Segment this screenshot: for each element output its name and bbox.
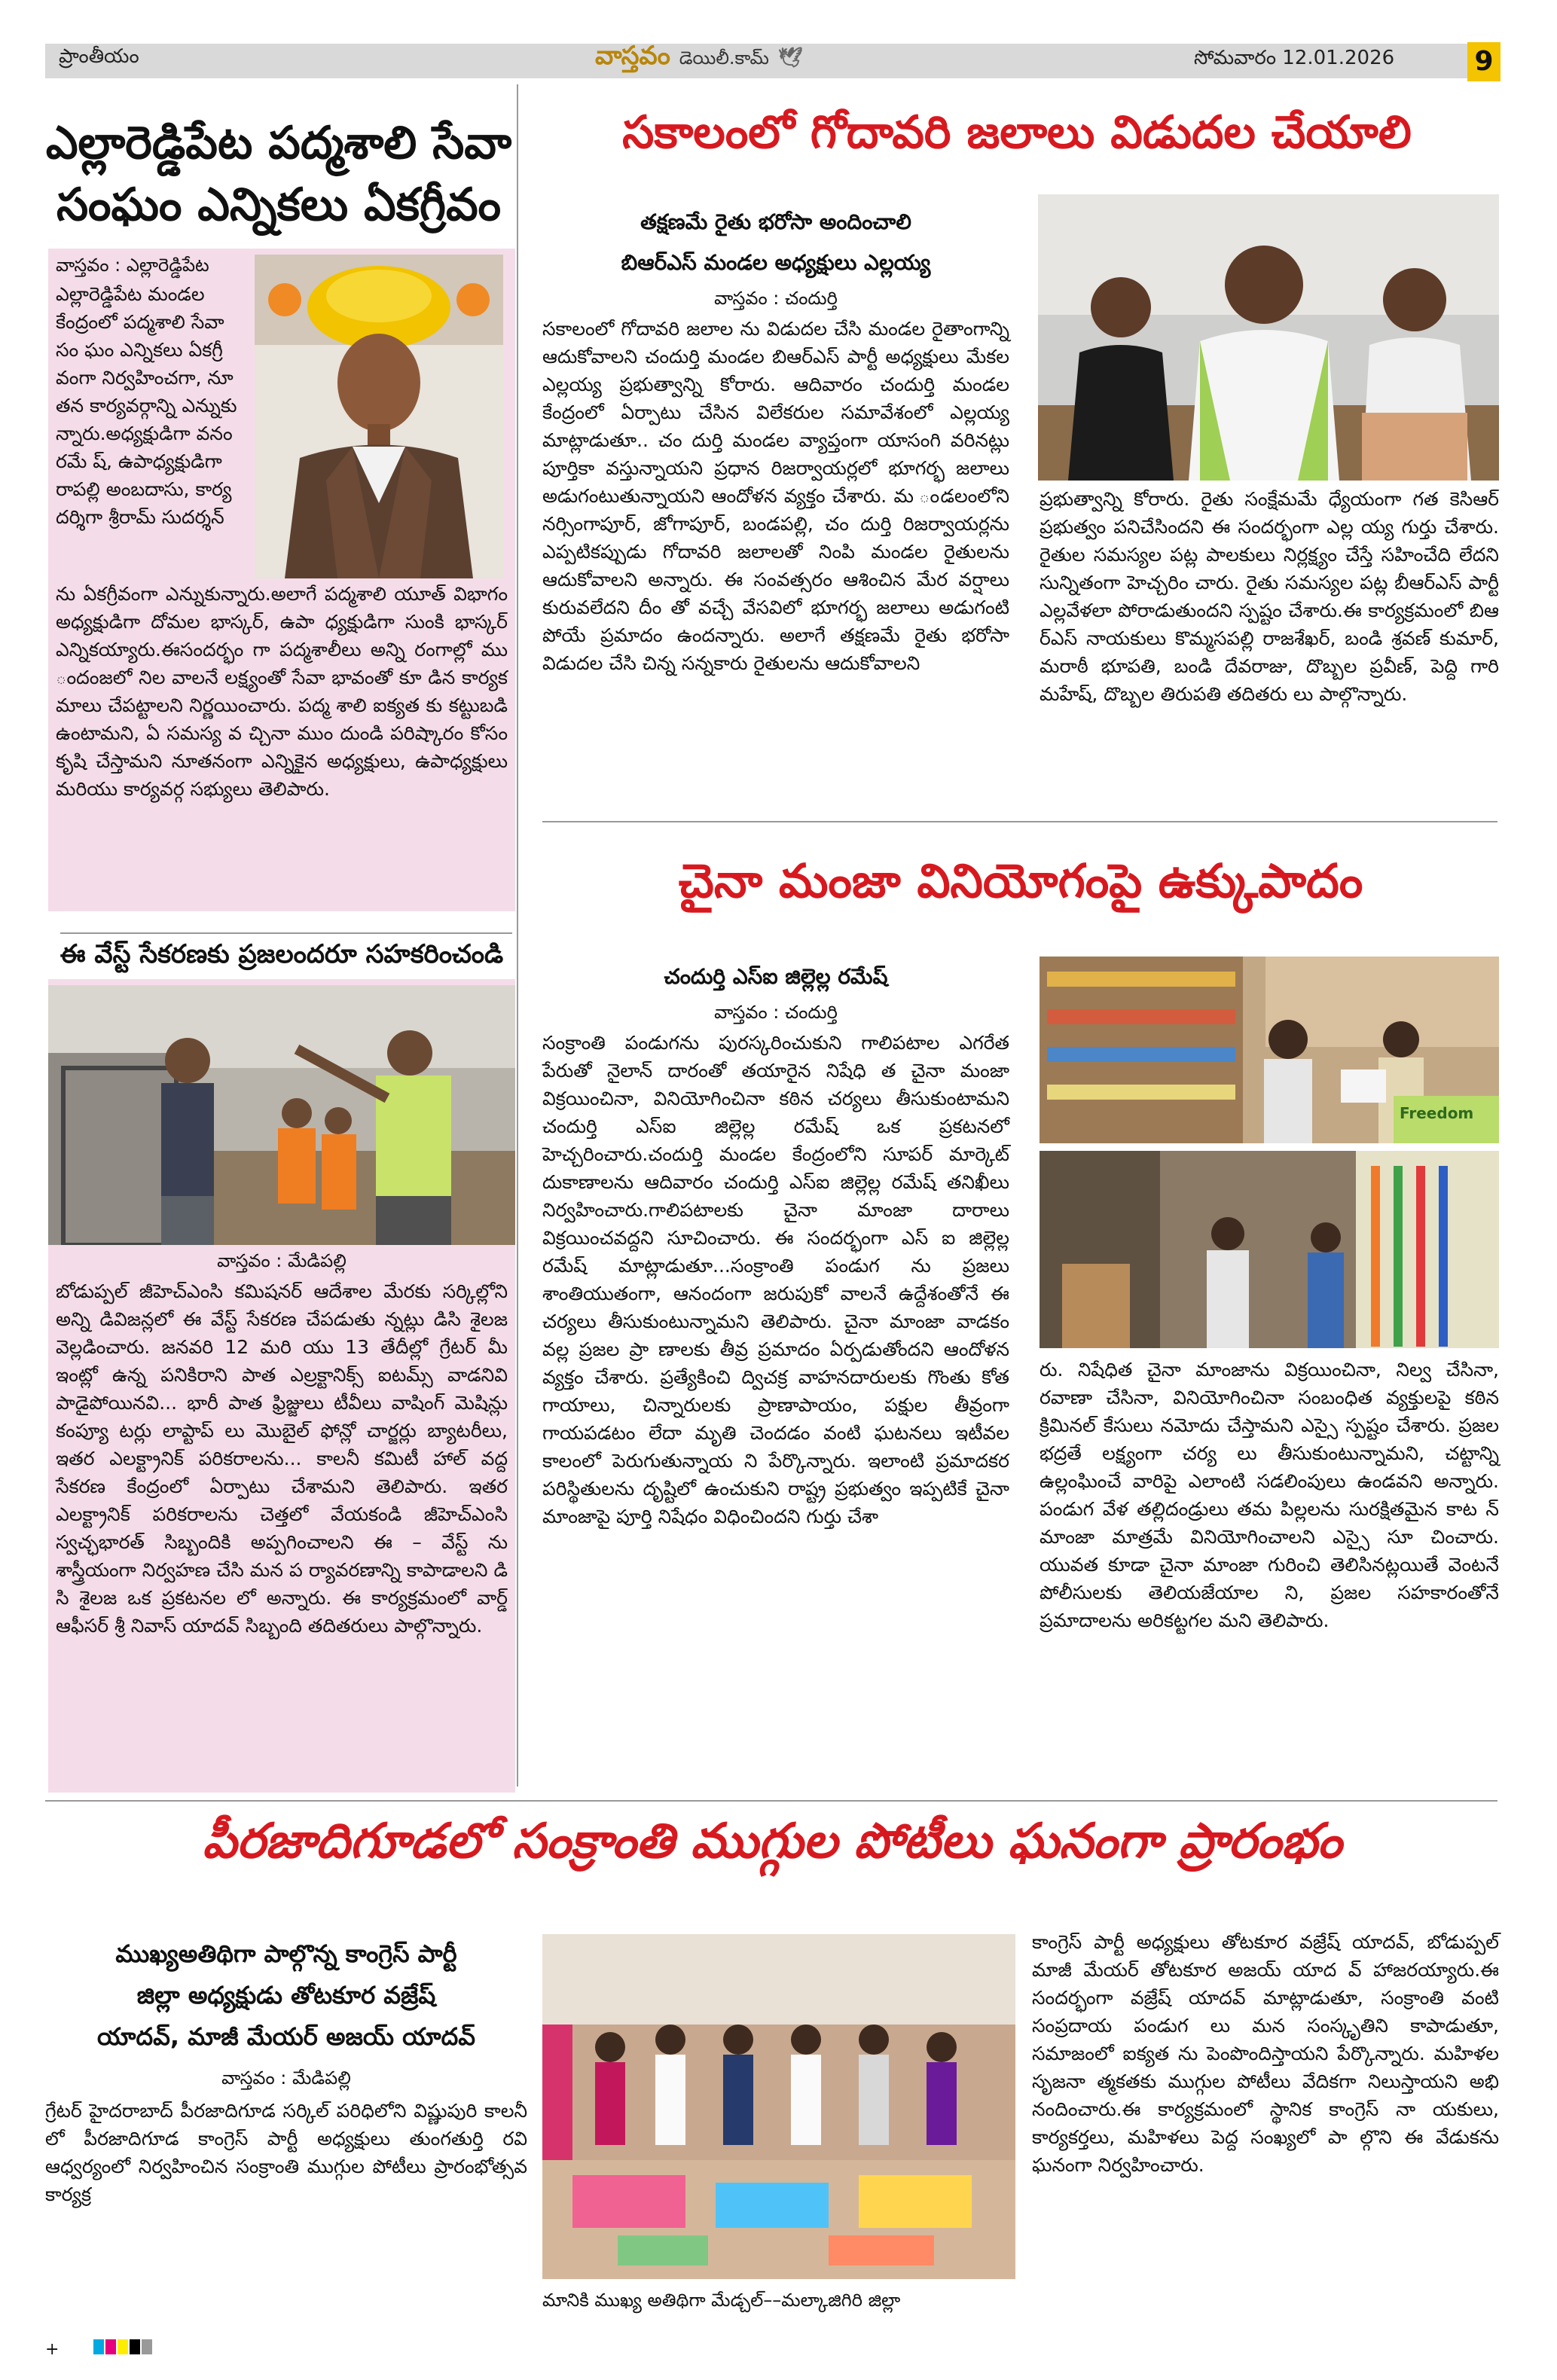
story2-headline: ఈ వేస్ట్ సేకరణకు ప్రజలందరూ సహకరించండి xyxy=(60,939,504,969)
story1-dateline: వాస్తవం : ఎల్లారెడ్డిపేట xyxy=(56,255,209,276)
story5-col3: కాంగ్రెస్ పార్టీ అధ్యక్షులు తోటకూర వజ్రేష్ యాదవ్, బోడుప్పల్ మాజీ మేయర్ తోటకూర అజయ్ యాద వ్ హాజరయ్యారు.ఈ సందర్భంగా వజ్రేష్ యాదవ్ మాట్లాడుతూ, సంక్రాంతి వంటి సంప్రదాయ పండుగ లు మన సంస్కృతిని కాపాడుతూ, సమాజంలో ఐక్యత ను పెంపొందిస్తాయని పేర్కొన్నారు. మహిళల సృజనా త్మకతకు ముగ్గుల పోటీలు వేదికగా నిలుస్తాయని అభి నందించారు.ఈ కార్యక్రమంలో స్థానిక కాంగ్రెస్ నా యకులు, కార్యకర్తలు, మహిళలు పెద్ద సంఖ్యలో పా ల్గొని ఈ వేడుకను ఘనంగా నిర్వహించారు. xyxy=(1032,1931,1499,2176)
story2-photo xyxy=(48,985,515,1245)
page-number: 9 xyxy=(1467,42,1501,81)
section-rule xyxy=(60,932,512,934)
freedom-sign: Freedom xyxy=(1400,1104,1474,1122)
paper-domain: డెయిలీ.కామ్ xyxy=(679,47,769,69)
story3-headline: సకాలంలో గోదావరి జలాలు విడుదల చేయాలి xyxy=(622,106,1412,159)
story5-photo-caption: మానికి ముఖ్య అతిథిగా మేడ్చల్––మల్కాజిగిరి జిల్లా xyxy=(542,2290,901,2311)
story5-subhead-line2: జిల్లా అధ్యక్షుడు తోటకూర వజ్రేష్ xyxy=(136,1981,436,2009)
story5-col1: గ్రేటర్ హైదరాబాద్ పీరజాదిగూడ సర్కిల్ పరిధిలోని విష్ణుపురి కాలనీ లో పీరజాదిగూడ కాంగ్రెస్ పార్టీ అధ్యక్షులు తుంగతుర్తి రవి ఆధ్వర్యంలో నిర్వహించిన సంక్రాంతి ముగ్గుల పోటీలు ప్రారంభోత్సవ కార్యక్ర xyxy=(45,2100,527,2205)
story2-body: బోడుప్పల్ జీహెచ్ఎంసి కమిషనర్ ఆదేశాల మేరకు సర్కిల్లోని అన్ని డివిజన్లలో ఈ వేస్ట్ సేకరణ చేపడుతు న్నట్లు డిసి శైలజ వెల్లడించారు. జనవరి 12 మరి యు 13 తేదీల్లో గ్రేటర్ మీ ఇంట్లో ఉన్న పనికిరాని పాత ఎల్రక్టానిక్స్ ఐటమ్స్ వాడనివి పాడైపోయినవి... భారీ పాత ఫ్రిజ్జులు టీవీలు వాషింగ్ మెషిన్లు కంప్యూ టర్లు లాప్టాప్ లు మొబైల్ ఫోన్లో చార్జర్లు బ్యాటరీలు, ఇతర ఎలక్ట్రానిక్ పరికరాలను... కాలనీ కమిటీ హాల్ వద్ద సేకరణ కేంద్రంలో ఏర్పాటు చేశామని తెలిపారు. ఇతర ఎలక్ట్రానిక్ పరికరాలను చెత్తలో వేయకండి జీహెచ్ఎంసి స్వచ్ఛభారత్ సిబ్బందికి అప్పగించాలని ఈ – వేస్ట్ ను శాస్త్రీయంగా నిర్వహణ చేసి మన ప ర్యావరణాన్ని కాపాడాలని డి సి శైలజ ఒక ప్రకటనల లో అన్నారు. ఈ కార్యక్రమంలో వార్డ్ ఆఫీసర్ శ్రీ నివాస్ యాదవ్ సిబ్బంది తదితరులు పాల్గొన్నారు. xyxy=(56,1280,508,1637)
issue-date: సోమవారం 12.01.2026 xyxy=(1194,47,1395,69)
dove-icon: 🕊 xyxy=(777,47,803,69)
story3-dateline: వాస్తవం : చందుర్తి xyxy=(714,288,838,309)
story4-headline: చైనా మంజా వినియోగంపై ఉక్కుపాదం xyxy=(678,853,1363,908)
story4-dateline: వాస్తవం : చందుర్తి xyxy=(714,1002,838,1023)
print-color-bar xyxy=(45,2339,1514,2357)
story1-wrap-text: ఎల్లారెడ్డిపేట మండల కేంద్రంలో పద్మశాలి సేవా సం ఘం ఎన్నికలు ఏకగ్రీ వంగా నిర్వహించగా, నూ తన కార్యవర్గాన్ని ఎన్నుకు న్నారు.అధ్యక్షుడిగా వనం రమే ష్, ఉపాధ్యక్షుడిగా రాపల్లి అంబదాసు, కార్య దర్శిగా శ్రీరామ్ సుదర్శన్ xyxy=(56,283,237,528)
story3-col2: ప్రభుత్వాన్ని కోరారు. రైతు సంక్షేమమే ధ్యేయంగా గత కెసిఆర్ ప్రభుత్వం పనిచేసిందని ఈ సందర్భంగా ఎల్ల య్య గుర్తు చేశారు. రైతుల సమస్యల పట్ల పాలకులు నిర్లక్ష్యం చేస్తే సహించేది లేదని సున్నితంగా హెచ్చరిం చారు. రైతు సమస్యల పట్ల బీఆర్ఎస్ పార్టీ ఎల్లవేళలా పోరాడుతుందని స్పష్టం చేశారు.ఈ కార్యక్రమంలో బిఆ ర్ఎస్ నాయకులు కొమ్మసపల్లి రాజశేఖర్, బండి శ్రవణ్ కుమార్, మరాఠీ భూపతి, బండి దేవరాజు, దొబ్బల ప్రవీణ్, పెద్ది గారి మహేష్, దొబ్బల తిరుపతి తదితరు లు పాల్గొన్నారు. xyxy=(1040,488,1499,705)
story1-photo xyxy=(255,255,503,578)
story4-col1: సంక్రాంతి పండుగను పురస్కరించుకుని గాలిపటాల ఎగరేత పేరుతో నైలాన్ దారంతో తయారైన నిషేధి త చైనా మంజా విక్రయించినా, వినియోగించినా కఠిన చర్యలు తీసుకుంటామని చందుర్తి ఎస్ఐ జిల్లెల్ల రమేష్ ఒక ప్రకటనలో హెచ్చరించారు.చందుర్తి మండల కేంద్రంలోని సూపర్ మార్కెట్ దుకాణాలను ఆదివారం చందుర్తి ఎస్ఐ జిల్లెల్ల రమేష్ తనిఖీలు నిర్వహించారు.గాలిపటాలకు చైనా మాంజా దారాలు విక్రయించవద్దని సూచించారు. ఈ సందర్భంగా ఎస్ ఐ జిల్లెల్ల రమేష్ మాట్లాడుతూ...సంక్రాంతి పండుగ ను ప్రజలు శాంతియుతంగా, ఆనందంగా జరుపుకో వాలనే ఉద్దేశంతోనే ఈ చర్యలు తీసుకుంటున్నామని తెలిపారు. చైనా మాంజా వాడకం వల్ల ప్రజల ప్రా ణాలకు తీవ్ర ప్రమాదం ఏర్పడుతోందని ఆందోళన వ్యక్తం చేశారు. ప్రత్యేకించి ద్విచక్ర వాహనదారులకు గొంతు కోత గాయాలు, చిన్నారులకు ప్రాణాపాయం, పక్షుల తీవ్రంగా గాయపడటం లేదా మృతి చెందడం వంటి ఘటనలు ఇటీవల కాలంలో పెరుగుతున్నాయ ని పేర్కొన్నారు. ఇలాంటి ప్రమాదకర పరిస్థితులను దృష్టిలో ఉంచుకుని రాష్ట్ర ప్రభుత్వం ఇప్పటికే చైనా మాంజాపై పూర్తి నిషేధం విధించిందని గుర్తు చేశా xyxy=(542,1032,1009,1527)
story4-col2: రు. నిషేధిత చైనా మాంజాను విక్రయించినా, నిల్వ చేసినా, రవాణా చేసినా, వినియోగించినా సంబంధిత వ్యక్తులపై కఠిన క్రిమినల్ కేసులు నమోదు చేస్తామని ఎస్సై స్పష్టం చేశారు. ప్రజల భద్రతే లక్ష్యంగా చర్య లు తీసుకుంటున్నామని, చట్టాన్ని ఉల్లంఘించే వారిపై ఎలాంటి సడలింపులు ఉండవని అన్నారు. పండుగ వేళ తల్లిదండ్రులు తమ పిల్లలను సురక్షితమైన కాట న్ మాంజా మాత్రమే వినియోగించాలని ఎస్సై సూ చించారు. యువత కూడా చైనా మాంజా గురించి తెలిసినట్లయితే వెంటనే పోలీసులకు తెలియజేయాల ని, ప్రజల సహకారంతోనే ప్రమాదాలను అరికట్టగల మని తెలిపారు. xyxy=(1040,1359,1499,1631)
section-rule xyxy=(45,1800,1497,1802)
story5-dateline: వాస్తవం : మేడిపల్లి xyxy=(221,2067,351,2089)
story1-body: ను ఏకగ్రీవంగా ఎన్నుకున్నారు.అలాగే పద్మశాలి యూత్ విభాగం అధ్యక్షుడిగా దోమల భాస్కర్, ఉపా ధ్యక్షుడిగా సుంకి భాస్కర్ ఎన్నికయ్యారు.ఈసందర్భం గా పద్మశాలీలు అన్ని రంగాల్లో ము ందంజలో నిల వాలనే లక్ష్యంతో సేవా భావంతో కూ డిన కార్యక మాలు చేపట్టాలని నిర్ణయించారు. పద్మ శాలి ఐక్యత కు కట్టుబడి ఉంటామని, ఏ సమస్య వ చ్చినా ముం దుండి పరిష్కారం కోసం కృషి చేస్తామని నూతనంగా ఎన్నికైన అధ్యక్షులు, ఉపాధ్యక్షులు మరియు కార్యవర్గ సభ్యులు తెలిపారు. xyxy=(56,583,508,800)
paper-name: వాస్తవం డెయిలీ.కామ్ 🕊 xyxy=(595,41,803,71)
story3-photo xyxy=(1038,194,1499,481)
story1-headline-line1: ఎల్లారెడ్డిపేట పద్మశాలి సేవా xyxy=(45,117,512,169)
story5-headline: పీరజాదిగూడలో సంక్రాంతి ముగ్గుల పోటీలు ఘనంగా ప్రారంభం xyxy=(202,1814,1342,1869)
story3-subhead-2: బిఆర్ఎస్ మండల అధ్యక్షులు ఎల్లయ్య xyxy=(621,250,931,275)
story5-subhead-line3: యాదవ్, మాజీ మేయర్ అజయ్ యాదవ్ xyxy=(97,2022,475,2051)
story5-subhead-line1: ముఖ్యఅతిథిగా పాల్గొన్న కాంగ్రెస్ పార్టీ xyxy=(115,1939,457,1968)
story5-photo xyxy=(542,1934,1015,2279)
story4-photo-2 xyxy=(1040,1151,1499,1348)
story3-subhead-1: తక్షణమే రైతు భరోసా అందించాలి xyxy=(640,209,911,234)
section-label: ప్రాంతీయం xyxy=(59,45,139,68)
story4-subhead: చందుర్తి ఎస్ఐ జిల్లెల్ల రమేష్ xyxy=(664,964,888,989)
crosshair-icon: + xyxy=(45,2340,60,2359)
story1-headline-line2: సంఘం ఎన్నికలు ఏకగ్రీవం xyxy=(56,178,502,231)
column-rule xyxy=(517,84,518,1787)
story2-dateline: వాస్తవం : మేడిపల్లి xyxy=(217,1250,347,1271)
story4-photo-1 xyxy=(1040,957,1499,1143)
section-rule xyxy=(542,821,1497,822)
story3-col1: సకాలంలో గోదావరి జలాల ను విడుదల చేసి మండల రైతాంగాన్ని ఆదుకోవాలని చందుర్తి మండల బిఆర్ఎస్ పార్టీ అధ్యక్షులు మేకల ఎల్లయ్య ప్రభుత్వాన్ని కోరారు. ఆదివారం చందుర్తి మండల కేంద్రంలో ఏర్పాటు చేసిన విలేకరుల సమావేశంలో ఎల్లయ్య మాట్లాడుతూ.. చం దుర్తి మండల వ్యాప్తంగా యాసంగి వరినట్లు పూర్తికా వస్తున్నాయని ప్రధాన రిజర్వాయర్లలో భూగర్భ జలాలు అడుగంటుతున్నాయని ఆందోళన వ్యక్తం చేశారు. మ ండలంలోని నర్సింగాపూర్, జోగాపూర్, బండపల్లి, చం దుర్తి రిజర్వాయర్లను ఎప్పటికప్పుడు గోదావరి జలాలతో నింపి మండల రైతులను ఆదుకోవాలని అన్నారు. ఈ సంవత్సరం ఆశించిన మేర వర్షాలు కురువలేదని దీం తో వచ్చే వేసవిలో భూగర్భ జలాలు అడుగంటి పోయే ప్రమాదం ఉందన్నారు. అలాగే తక్షణమే రైతు భరోసా విడుదల చేసి చిన్న సన్నకారు రైతులను ఆదుకోవాలని xyxy=(542,318,1009,674)
